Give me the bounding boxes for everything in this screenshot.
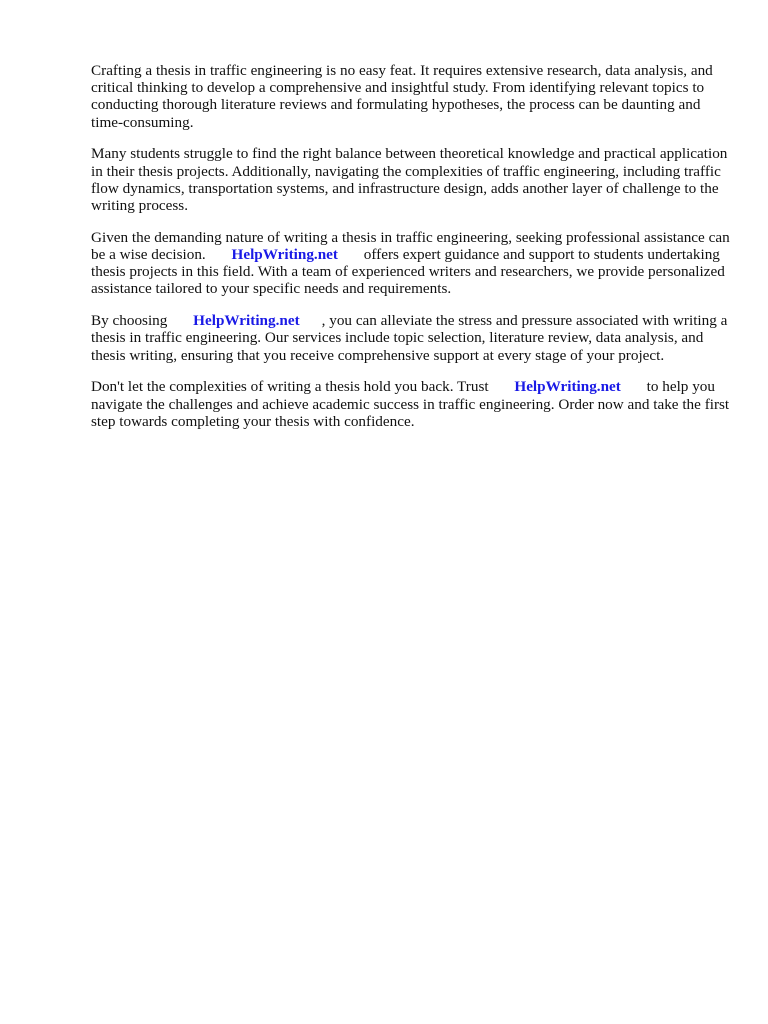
paragraph-closing-text-after: to help you navigate the challenges and achieve academic success in traffic engineering. Order now and take the first step towards completing your thesis with confidence. (91, 378, 730, 430)
paragraph-closing-text-before: Don't let the complexities of writing a thesis hold you back. Trust (91, 378, 489, 396)
paragraph-assistance-text-before: Given the demanding nature of writing a thesis in traffic engineering, seeking professional assistance can be a wise decision. (91, 228, 730, 264)
paragraph-struggle-text: Many students struggle to find the right balance between theoretical knowledge and practical application in their thesis projects. Additionally, navigating the complexities of traffic engineering, including traffic flow dynamics, transportation systems, and infrastructure design, adds another layer of challenge to the writing process. (91, 145, 728, 215)
paragraph-closing (91, 378, 731, 430)
paragraph-choosing (91, 312, 731, 364)
paragraph-struggle (91, 145, 731, 214)
paragraph-assistance-text-after: offers expert guidance and support to students undertaking thesis projects in this field. With a team of experienced writers and researchers, we provide personalized assistance tailored to your specific needs and requirements. (91, 246, 725, 298)
document-body (91, 62, 731, 445)
helpwriting-link-2[interactable]: HelpWriting.net (193, 312, 300, 330)
helpwriting-link-3[interactable]: HelpWriting.net (514, 378, 621, 396)
paragraph-choosing-text-after: , you can alleviate the stress and pressure associated with writing a thesis in traffic engineering. Our services include topic selection, literature review, data analysis, and thesis writing, ensuring that you receive comprehensive support at every stage of your project. (91, 312, 728, 364)
helpwriting-link-1[interactable]: HelpWriting.net (231, 246, 338, 264)
paragraph-assistance (91, 229, 731, 298)
paragraph-intro (91, 62, 731, 131)
paragraph-intro-text: Crafting a thesis in traffic engineering is no easy feat. It requires extensive research, data analysis, and critical thinking to develop a comprehensive and insightful study. From identifying relevant topics to conducting thorough literature reviews and formulating hypotheses, the process can be daunting and time-consuming. (91, 62, 713, 131)
paragraph-choosing-text-before: By choosing (91, 312, 168, 330)
